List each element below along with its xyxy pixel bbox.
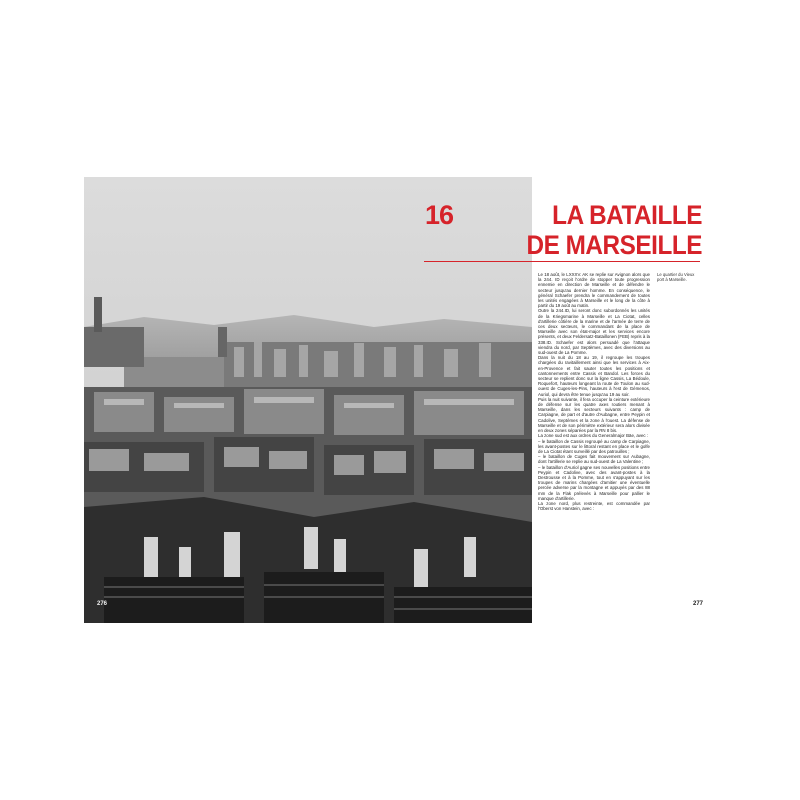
page-number-right: 277: [693, 601, 704, 607]
chapter-title-line-1: LA BATAILLE: [552, 200, 702, 230]
body-paragraph: – le bataillon de Cuges fait mouvement sur Aubagne, dont l'artillerie se replie au sud-ouest de La Valentine ;: [538, 454, 650, 465]
chapter-number: 16: [424, 200, 454, 230]
photo-caption: Le quartier du Vieux port à Marseille.: [657, 272, 695, 282]
body-text: [538, 272, 650, 511]
body-paragraph: – le bataillon d'Auriol gagne ses nouvelles positions entre Peypin et Cadolive, avec des avant-postes à la Destrousse et à la Pomme, tout en s'appuyant sur les troupes de marins chargées d'amitier une éventuelle percée adverse par la montagne et appuyés par des 88 mm de la Flak prélevés à Marseille pour pallier le manque d'artillerie.: [538, 464, 650, 501]
body-paragraph: – le bataillon de Cassis regroupé au camp de Carpiagne, les avant-postes sur le littoral restant en place et le golfe de La Ciotat étant surveillé par des patrouilles ;: [538, 438, 650, 454]
body-paragraph: Dans la nuit du 18 au 19, il regroupe les troupes chargées du ravitaillement ainsi que les services à Aix-en-Provence et fait sauter toutes les positions et cantonnements entre Cassis et Bandol. Les forces du secteur se replient donc sur la ligne Cassis, La Bédoule, Roquefort, hauteurs longeant la route de Toulon au sud-ouest de Cuges-les-Pins, hauteurs à l'est de Gémenos, Auriol, qui devra être tenue jusqu'au 19 au soir.: [538, 355, 650, 397]
marseille-rooftops-photo: [84, 177, 532, 623]
body-paragraph: Outre la 244.ID, lui seront donc subordonnés les unités de la Kriegsmarine à Marseille et La Ciotat, celles d'artillerie côtière de la marine et de l'armée de terre de ces deux secteurs, le commandant de la place de Marseille avec son état-major et les services encore présents, et deux Feldersatz-Bataillonen (FEB) repris à la 338.ID. Schaefer est alors persuadé que l'attaque viendra du nord, par Septèmes, avec des diversions au sud-ouest de La Pomme.: [538, 308, 650, 356]
body-paragraph: La zone sud est aux ordres du Generalmajor Bäe, avec :: [538, 433, 649, 439]
chapter-title-line-2: DE MARSEILLE: [526, 230, 702, 260]
body-paragraph: La zone nord, plus restreinte, est commandée par l'Oberst von Hanstein, avec :: [538, 500, 650, 512]
photo-illustration: [84, 177, 532, 623]
chapter-title: [520, 200, 702, 260]
body-paragraph: Puis la nuit suivante, il fera occuper la ceinture extérieure de défense sur les quatre axes routiers menant à Marseille, dans les secteurs suivants : camp de Carpiagne, de part et d'autre d'Aubagne, entre Peypin et Cadolive, Septèmes et la zone à l'ouest. La défense de Marseille et de son périmètre extérieur sera alors divisée en deux zones séparées par la RN 8 bis.: [538, 396, 650, 434]
title-rule: [424, 261, 700, 262]
page-number-left: 276: [97, 601, 108, 607]
body-paragraph: Le 18 août, le LXXXV. AK se replie sur Avignon alors que la 244. ID reçoit l'ordre de stopper toute progression ennemie en direction de Marseille et de défendre le secteur jusqu'au dernier homme. En conséquence, le général Schaefer prendra le commandement de toutes les unités engagées à Marseille et le long de la côte à partir du 19 août au matin.: [538, 272, 650, 309]
